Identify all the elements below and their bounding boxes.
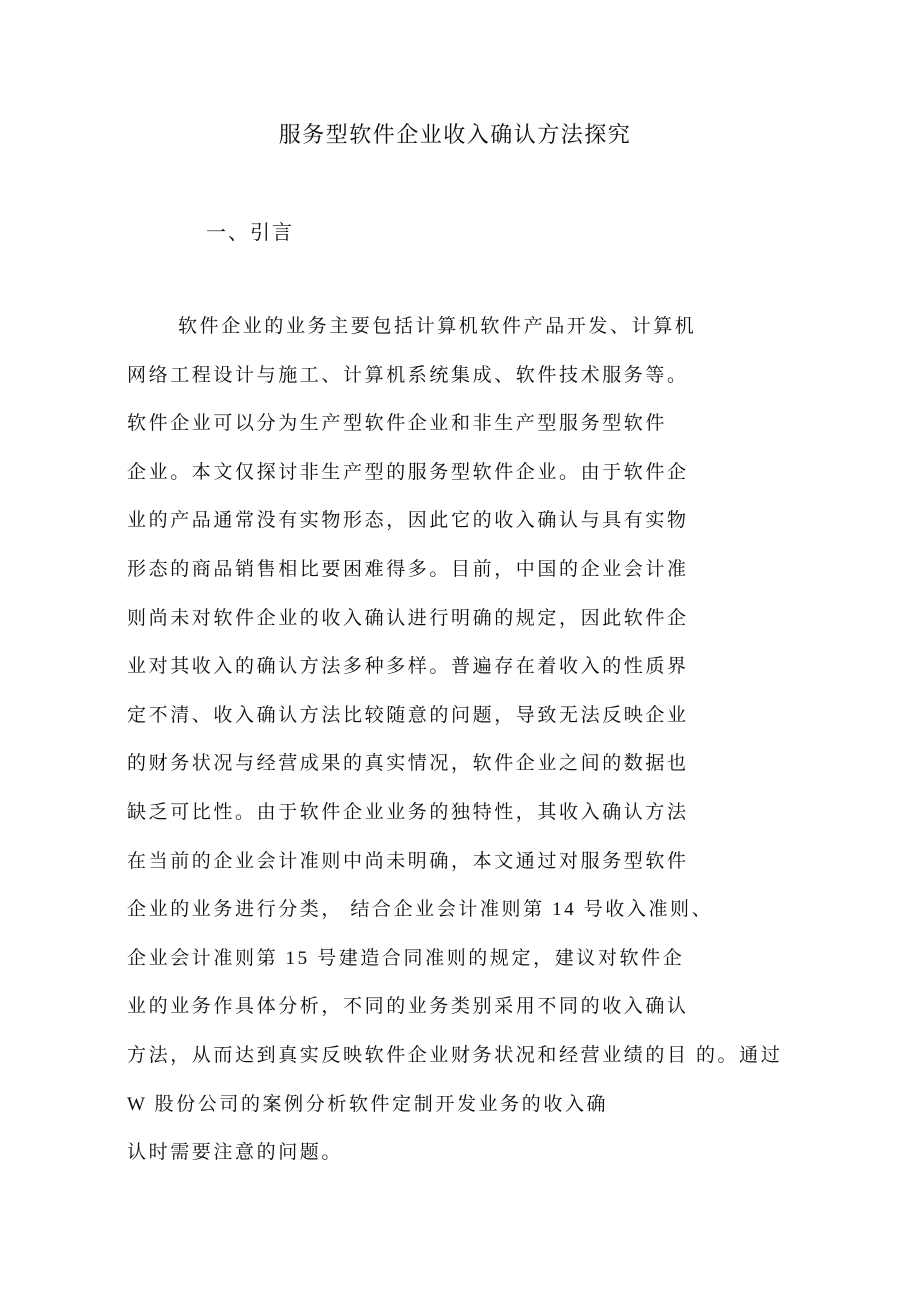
body-line: 定不清、收入确认方法比较随意的问题，导致无法反映企业 bbox=[127, 704, 689, 726]
body-line: 的财务状况与经营成果的真实情况，软件企业之间的数据也 bbox=[127, 753, 689, 775]
document-title: 服务型软件企业收入确认方法探究 bbox=[278, 122, 632, 147]
body-line: 企业。本文仅探讨非生产型的服务型软件企业。由于软件企 bbox=[127, 461, 689, 483]
body-line: 业对其收入的确认方法多种多样。普遍存在着收入的性质界 bbox=[127, 656, 689, 678]
body-line: 方法，从而达到真实反映软件企业财务状况和经营业绩的目 的。通过 bbox=[127, 1044, 783, 1066]
body-line: 认时需要注意的问题。 bbox=[127, 1142, 344, 1164]
body-line: 则尚未对软件企业的收入确认进行明确的规定，因此软件企 bbox=[127, 607, 689, 629]
body-line: 软件企业可以分为生产型软件企业和非生产型服务型软件 bbox=[127, 413, 668, 435]
section-heading-introduction: 一、引言 bbox=[206, 222, 294, 244]
body-line: 缺乏可比性。由于软件企业业务的独特性，其收入确认方法 bbox=[127, 801, 689, 823]
body-line: 形态的商品销售相比要困难得多。目前，中国的企业会计准 bbox=[127, 558, 689, 580]
body-line: W 股份公司的案例分析软件定制开发业务的收入确 bbox=[127, 1093, 609, 1115]
body-line: 在当前的企业会计准则中尚未明确，本文通过对服务型软件 bbox=[127, 850, 689, 872]
body-paragraph bbox=[127, 303, 787, 1178]
body-line: 业的产品通常没有实物形态，因此它的收入确认与具有实物 bbox=[127, 510, 689, 532]
body-line: 业的业务作具体分析，不同的业务类别采用不同的收入确认 bbox=[127, 996, 689, 1018]
body-line: 企业的业务进行分类， 结合企业会计准则第 14 号收入准则、 bbox=[127, 899, 714, 921]
body-line: 软件企业的业务主要包括计算机软件产品开发、计算机 bbox=[178, 316, 697, 337]
body-line: 企业会计准则第 15 号建造合同准则的规定，建议对软件企 bbox=[127, 947, 685, 969]
body-line: 网络工程设计与施工、计算机系统集成、软件技术服务等。 bbox=[127, 364, 689, 386]
